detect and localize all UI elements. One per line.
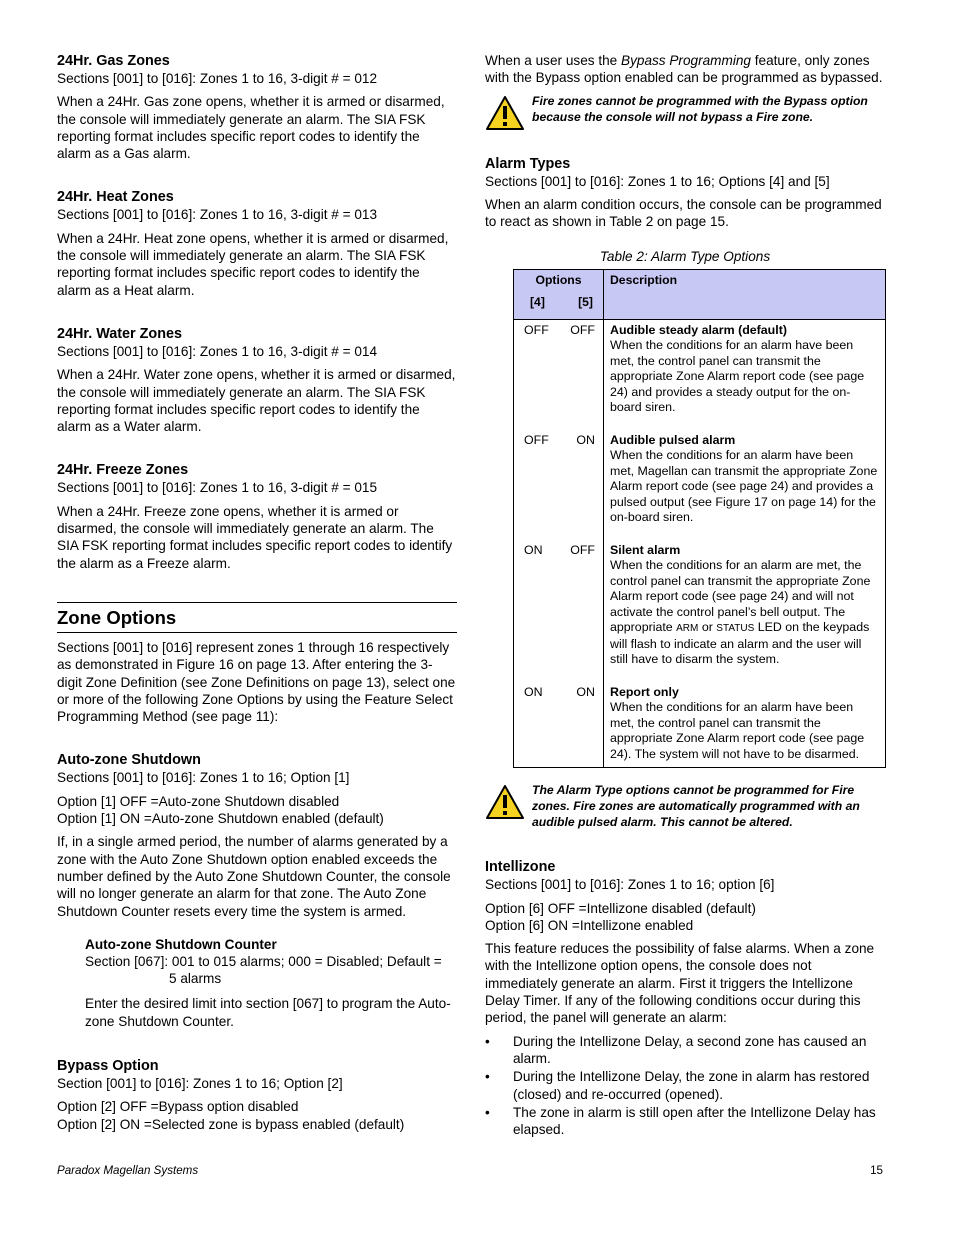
row-title: Report only (610, 684, 679, 699)
bullet: • (485, 1104, 490, 1120)
alarm-types-body: When an alarm condition occurs, the console can be programmed to react as shown in Table 2 on page 15. (485, 196, 882, 230)
water-zones-sections: Sections [001] to [016]: Zones 1 to 16, 3-digit # = 014 (57, 343, 378, 359)
intellizone-opt-off: Option [6] OFF =Intellizone disabled (default) (485, 900, 756, 916)
list-item (485, 1033, 885, 1068)
bypass-option-opt-on: Option [2] ON =Selected zone is bypass enabled (default) (57, 1116, 405, 1132)
freeze-zones-sections: Sections [001] to [016]: Zones 1 to 16, 3-digit # = 015 (57, 480, 378, 496)
bypass-intro (485, 52, 885, 87)
intellizone-opt-on: Option [6] ON =Intellizone enabled (485, 917, 694, 933)
heat-zones-heading: 24Hr. Heat Zones (57, 189, 174, 206)
alarm-types-section (485, 155, 885, 769)
freeze-zones-body: When a 24Hr. Freeze zone opens, whether it is armed or disarmed, the console will immediately generate an alarm. The SIA FSK reporting format includes specific report codes to identify the alarm as a Freeze alarm. (57, 503, 453, 571)
intellizone-sections: Sections [001] to [016]: Zones 1 to 16; option [6] (485, 877, 775, 893)
alarm-types-heading: Alarm Types (485, 155, 571, 172)
auto-zone-shutdown-body: If, in a single armed period, the number of alarms generated by a zone with the Auto Zone Shutdown option enabled exceeds the number defined by the Auto Zone Shutdown Counter, the console will no longer generate an alarm for that zone. The Auto Zone Shutdown Counter resets every time the system is armed. (57, 834, 451, 919)
bypass-option-section (57, 1057, 457, 1133)
row-option-4: OFF (524, 432, 549, 447)
bypass-option-heading: Bypass Option (57, 1057, 159, 1074)
options-header-label: Options (535, 272, 582, 287)
bypass-option-opt-off: Option [2] OFF =Bypass option disabled (57, 1099, 299, 1115)
auto-zone-shutdown-counter-heading: Auto-zone Shutdown Counter (85, 936, 277, 952)
bypass-warning-text: Fire zones cannot be programmed with the Bypass option because the console will not bypass a Fire zone. (532, 93, 868, 124)
water-zones-body: When a 24Hr. Water zone opens, whether it is armed or disarmed, the console will immediately generate an alarm. The SIA FSK reporting format includes specific report codes to identify the alarm as a Water alarm. (57, 367, 456, 435)
freeze-zones-heading: 24Hr. Freeze Zones (57, 462, 189, 479)
status-led-label: STATUS (716, 623, 755, 635)
warning-icon (485, 95, 525, 131)
auto-zone-shutdown-opt-on: Option [1] ON =Auto-zone Shutdown enabled (default) (57, 811, 384, 827)
bypass-intro-part-a: When a user uses the (485, 53, 622, 68)
heat-zones-sections: Sections [001] to [016]: Zones 1 to 16, 3-digit # = 013 (57, 207, 378, 223)
table-row (514, 319, 886, 430)
zone-options-section (57, 602, 457, 725)
alarm-type-table (513, 269, 886, 769)
intellizone-section (485, 858, 885, 1138)
bypass-intro-emphasis: Bypass Programming (621, 53, 751, 68)
row-title: Silent alarm (610, 542, 681, 557)
auto-zone-shutdown-counter-body: Enter the desired limit into section [067] to program the Auto-zone Shutdown Counter. (85, 996, 451, 1029)
list-item-text: During the Intellizone Delay, the zone in alarm has restored (closed) and re-occurred (opened). (513, 1069, 870, 1102)
intellizone-body: This feature reduces the possibility of false alarms. When a zone with the Intellizone option opens, the console does not immediately generate an alarm. First it triggers the Intellizone Delay Timer. If any of the following conditions occur during this period, the panel will generate an alarm: (485, 941, 875, 1026)
row-title: Audible steady alarm (default) (610, 322, 787, 337)
list-item-text: During the Intellizone Delay, a second zone has caused an alarm. (513, 1033, 867, 1066)
bypass-option-sections: Section [001] to [016]: Zones 1 to 16; Option [2] (57, 1075, 343, 1091)
alarm-type-warning-text: The Alarm Type options cannot be programmed for Fire zones. Fire zones are automatically programmed with an audible pulsed alarm. This cannot be altered. (532, 783, 860, 830)
page-number: 15 (870, 1164, 883, 1177)
heat-zones-body: When a 24Hr. Heat zone opens, whether it is armed or disarmed, the console will immediately generate an alarm. The SIA FSK reporting format includes specific report codes to identify the alarm as a Heat alarm. (57, 230, 449, 298)
row-option-5: OFF (570, 322, 595, 337)
options-header (514, 269, 604, 319)
row-description-or: or (698, 620, 717, 635)
intellizone-conditions-list (485, 1033, 885, 1139)
warning-icon (485, 784, 525, 820)
row-option-4: OFF (524, 322, 549, 337)
row-option-4: ON (524, 542, 543, 557)
list-item (485, 1104, 885, 1139)
row-description-part-a: When the conditions for an alarm are met, the control panel can transmit the appropriate Zone Alarm report code (see page 24) and will not activate the control panel’s bell output. The appropriate (610, 558, 871, 635)
list-item-text: The zone in alarm is still open after the Intellizone Delay has elapsed. (513, 1104, 876, 1138)
gas-zones-heading: 24Hr. Gas Zones (57, 53, 170, 69)
auto-zone-shutdown-heading: Auto-zone Shutdown (57, 752, 201, 769)
table-caption: Table 2: Alarm Type Options (599, 249, 771, 265)
auto-zone-shutdown-counter-section: Section [067]: 001 to 015 alarms; 000 = Disabled; Default = (85, 953, 442, 969)
table-row (514, 682, 886, 768)
row-description: When the conditions for an alarm have been met, the control panel can transmit the appropriate Zone Alarm report code (see page 24). The system will not have to be disarmed. (610, 700, 865, 761)
bypass-intro-part-b: feature, only zones with the Bypass option enabled can be programmed as bypassed. (485, 53, 883, 86)
water-zones-heading: 24Hr. Water Zones (57, 325, 183, 342)
row-description: When the conditions for an alarm have been met, the control panel can transmit the appropriate Zone Alarm report code (see page 24) and provides a steady output for the on-board siren. (610, 338, 865, 415)
row-option-4: ON (524, 684, 543, 699)
zone-options-heading: Zone Options (57, 602, 457, 633)
table-row (514, 430, 886, 540)
alarm-type-warning (485, 782, 885, 830)
option-5-header: [5] (578, 295, 593, 310)
bullet: • (485, 1069, 490, 1085)
heat-zones-section (57, 188, 457, 298)
description-header: Description (604, 269, 886, 319)
zone-options-body: Sections [001] to [016] represent zones 1 through 16 respectively as demonstrated in Figure 16 on page 13. After entering the 3-digit Zone Definition (see Zone Definitions on page 13), select one or more of the following Zone Options by using the Feature Select Programming Method (see page 11): (57, 639, 456, 725)
row-description-part-b: LED on the keypads will flash to indicate an alarm and the user will still have to disarm the system. (610, 620, 870, 667)
row-description: When the conditions for an alarm have been met, Magellan can transmit the appropriate Zone Alarm report code (see page 24) and provides a pulsed output (see Figure 17 on page 14) for the on-board siren. (610, 448, 878, 525)
gas-zones-sections: Sections [001] to [016]: Zones 1 to 16, 3-digit # = 012 (57, 71, 378, 86)
option-4-header: [4] (530, 295, 545, 310)
gas-zones-body: When a 24Hr. Gas zone opens, whether it is armed or disarmed, the console will immediately generate an alarm. The SIA FSK reporting format includes specific report codes to identify the alarm as a Gas alarm. (57, 94, 445, 162)
row-title: Audible pulsed alarm (610, 432, 736, 447)
freeze-zones-section (57, 461, 457, 571)
table-row (514, 540, 886, 682)
arm-led-label: ARM (676, 623, 699, 635)
bullet: • (485, 1033, 490, 1049)
alarm-types-sections: Sections [001] to [016]: Zones 1 to 16; Options [4] and [5] (485, 173, 830, 189)
intellizone-heading: Intellizone (485, 859, 556, 876)
list-item (485, 1068, 885, 1103)
auto-zone-shutdown-counter-section-cont: 5 alarms (169, 971, 222, 987)
bypass-warning (485, 93, 885, 131)
row-option-5: OFF (570, 542, 595, 557)
auto-zone-shutdown-counter (85, 936, 457, 1030)
auto-zone-shutdown-section (57, 751, 457, 1030)
row-option-5: ON (576, 432, 595, 447)
table-header-row (514, 269, 886, 319)
gas-zones-section (57, 52, 457, 162)
water-zones-section (57, 325, 457, 435)
auto-zone-shutdown-opt-off: Option [1] OFF =Auto-zone Shutdown disabled (57, 793, 340, 809)
auto-zone-shutdown-sections: Sections [001] to [016]: Zones 1 to 16; Option [1] (57, 770, 350, 786)
left-column (57, 52, 457, 1133)
row-description (610, 558, 879, 668)
footer-title: Paradox Magellan Systems (57, 1164, 199, 1177)
right-column (485, 52, 885, 1139)
row-option-5: ON (576, 684, 595, 699)
